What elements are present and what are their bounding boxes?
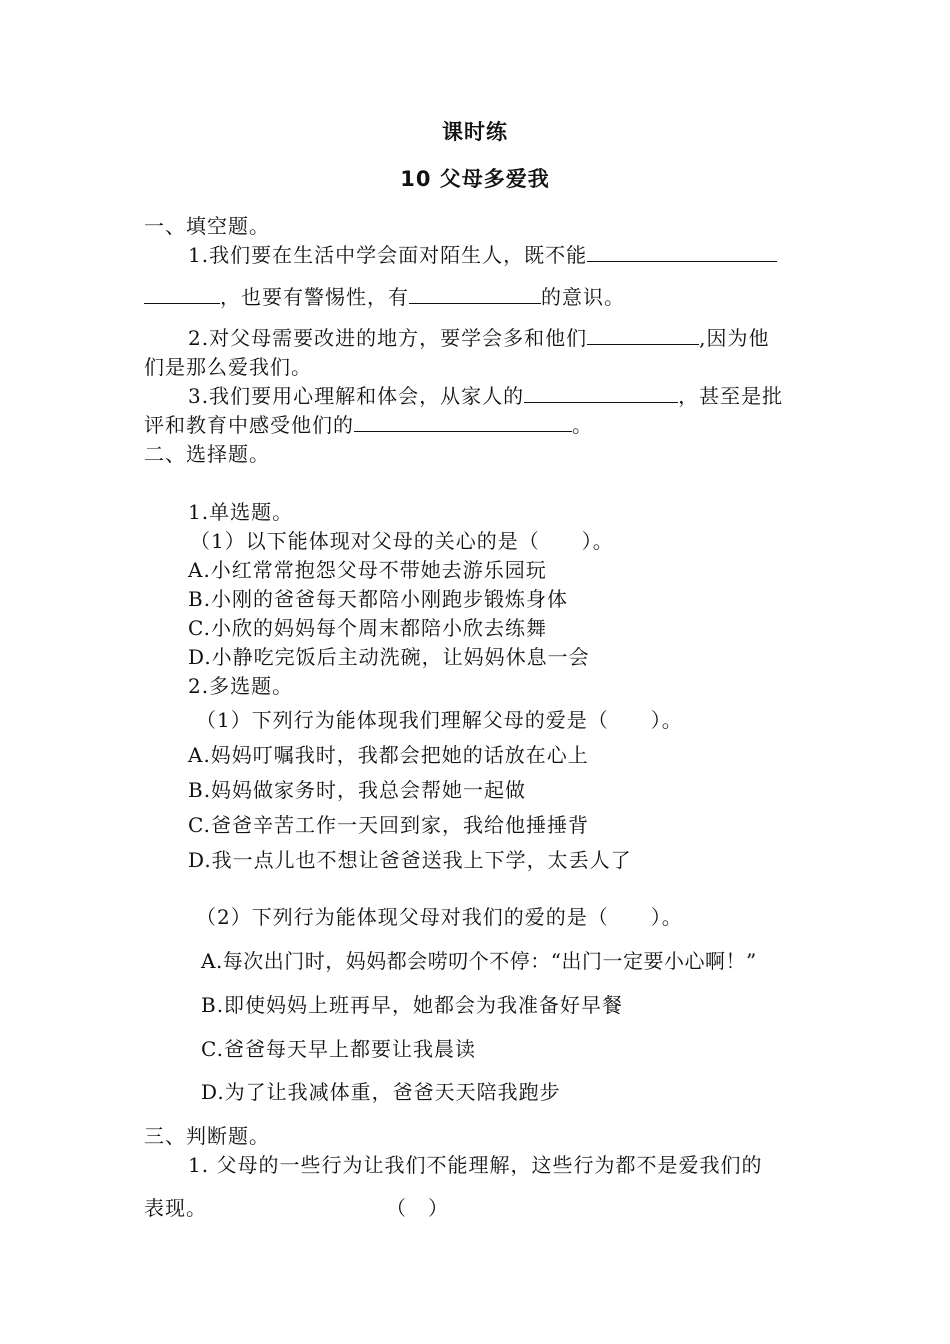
page-title: 课时练 <box>442 120 508 144</box>
single-choice-label: 1.单选题。 <box>188 500 294 524</box>
judge-q1-line1: 1. 父母的一些行为让我们不能理解，这些行为都不是爱我们的 <box>188 1153 763 1177</box>
single-option-c[interactable]: C.小欣的妈妈每个周末都陪小欣去练舞 <box>188 616 547 640</box>
fill-q1-blank-2[interactable] <box>144 285 220 304</box>
fill-q2-blank-1[interactable] <box>587 326 699 345</box>
fill-q2-line2: 们是那么爱我们。 <box>144 355 312 379</box>
multi-q2-option-c[interactable]: C.爸爸每天早上都要让我晨读 <box>201 1037 476 1061</box>
fill-q3-blank-2[interactable] <box>354 413 572 432</box>
multi-q1-option-a[interactable]: A.妈妈叮嘱我时，我都会把她的话放在心上 <box>188 743 589 767</box>
single-option-d[interactable]: D.小静吃完饭后主动洗碗，让妈妈休息一会 <box>188 645 590 669</box>
multi-q1-option-d[interactable]: D.我一点儿也不想让爸爸送我上下学，太丢人了 <box>188 848 632 872</box>
fill-q1-blank-3[interactable] <box>409 285 541 304</box>
fill-q1-text-c: 的意识。 <box>541 285 625 309</box>
fill-q3-line2 <box>144 413 593 437</box>
multi-q1-question: （1）下列行为能体现我们理解父母的爱是（ ）。 <box>196 708 683 732</box>
multi-choice-label: 2.多选题。 <box>188 674 294 698</box>
fill-q1-line1 <box>188 243 777 267</box>
fill-q3-text-b: ，甚至是批 <box>678 384 784 408</box>
fill-q3-text-d: 。 <box>572 413 593 437</box>
fill-q3-text-a: 3.我们要用心理解和体会，从家人的 <box>188 384 525 408</box>
single-option-b[interactable]: B.小刚的爸爸每天都陪小刚跑步锻炼身体 <box>188 587 569 611</box>
judge-q1-answer-paren[interactable]: （ ） <box>386 1196 449 1220</box>
fill-q2-text-b: ,因为他 <box>699 326 770 350</box>
fill-q3-blank-1[interactable] <box>524 384 678 403</box>
fill-q2-text-a: 2.对父母需要改进的地方，要学会多和他们 <box>188 326 588 350</box>
fill-q1-text-a: 1.我们要在生活中学会面对陌生人，既不能 <box>188 243 588 267</box>
fill-q1-blank-1[interactable] <box>587 243 777 262</box>
multi-q2-question: （2）下列行为能体现父母对我们的爱的是（ ）。 <box>196 905 683 929</box>
multi-q1-option-b[interactable]: B.妈妈做家务时，我总会帮她一起做 <box>188 778 527 802</box>
lesson-title: 10 父母多爱我 <box>400 167 550 191</box>
multi-q2-option-b[interactable]: B.即使妈妈上班再早，她都会为我准备好早餐 <box>201 993 624 1017</box>
fill-q3-text-c: 评和教育中感受他们的 <box>144 413 354 437</box>
section-heading-choice: 二、选择题。 <box>144 442 270 466</box>
multi-q2-option-a[interactable]: A.每次出门时，妈妈都会唠叨个不停：“出门一定要小心啊！” <box>201 949 757 973</box>
fill-q2-line1 <box>188 326 769 350</box>
section-heading-fill: 一、填空题。 <box>144 214 270 238</box>
single-choice-question: （1）以下能体现对父母的关心的是（ ）。 <box>190 529 614 553</box>
fill-q3-line1 <box>188 384 783 408</box>
section-heading-judge: 三、判断题。 <box>144 1124 270 1148</box>
fill-q1-text-b: ，也要有警惕性，有 <box>220 285 409 309</box>
single-option-a[interactable]: A.小红常常抱怨父母不带她去游乐园玩 <box>188 558 547 582</box>
fill-q1-line2 <box>144 285 625 309</box>
judge-q1-line2: 表现。 <box>144 1196 207 1220</box>
multi-q2-option-d[interactable]: D.为了让我减体重，爸爸天天陪我跑步 <box>201 1080 561 1104</box>
multi-q1-option-c[interactable]: C.爸爸辛苦工作一天回到家，我给他捶捶背 <box>188 813 589 837</box>
